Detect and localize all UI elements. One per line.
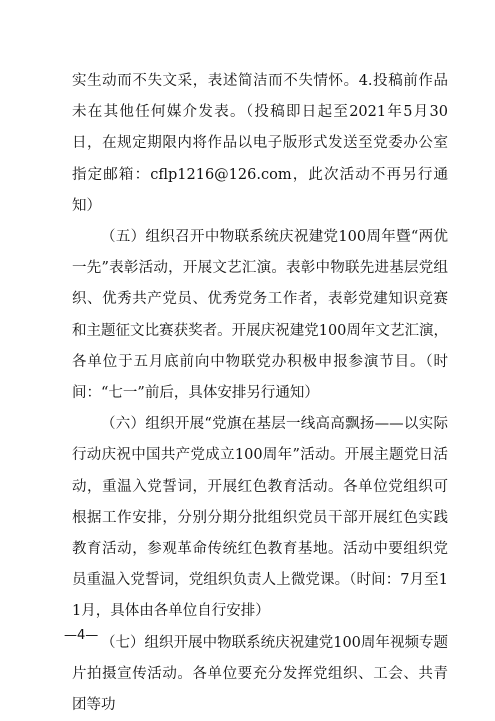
document-body xyxy=(72,66,448,721)
paragraph-section-six: （六）组织开展“党旗在基层一线高高飘扬——以实际行动庆祝中国共产党成立100周年”活动。开展主题党日活动，重温入党誓词，开展红色教育活动。各单位党组织可根据工作安排，分别分期分批组织党员干部开展红色实践教育活动，参观革命传统红色教育基地。活动中要组织党员重温入党誓词，党组织负责人上微党课。（时间：7月至11月，具体由各单位自行安排） xyxy=(72,416,448,620)
page-number: —4— xyxy=(64,628,99,643)
paragraph-section-seven: （七）组织开展中物联系统庆祝建党100周年视频专题片拍摄宣传活动。各单位要充分发挥党组织、工会、共青团等功 xyxy=(72,634,448,714)
paragraph-continuation: 实生动而不失文采，表述简洁而不失情怀。4.投稿前作品未在其他任何媒介发表。（投稿即日起至2021年5月30日，在规定期限内将作品以电子版形式发送至党委办公室指定邮箱：cflp1216@126.com，此次活动不再另行通知） xyxy=(72,73,448,214)
paragraph-section-five: （五）组织召开中物联系统庆祝建党100周年暨“两优一先”表彰活动，开展文艺汇演。表彰中物联先进基层党组织、优秀共产党员、优秀党务工作者，表彰党建知识竞赛和主题征文比赛获奖者。开展庆祝建党100周年文艺汇演，各单位于五月底前向中物联党办积极申报参演节目。（时间：“七一”前后，具体安排另行通知） xyxy=(72,229,448,402)
